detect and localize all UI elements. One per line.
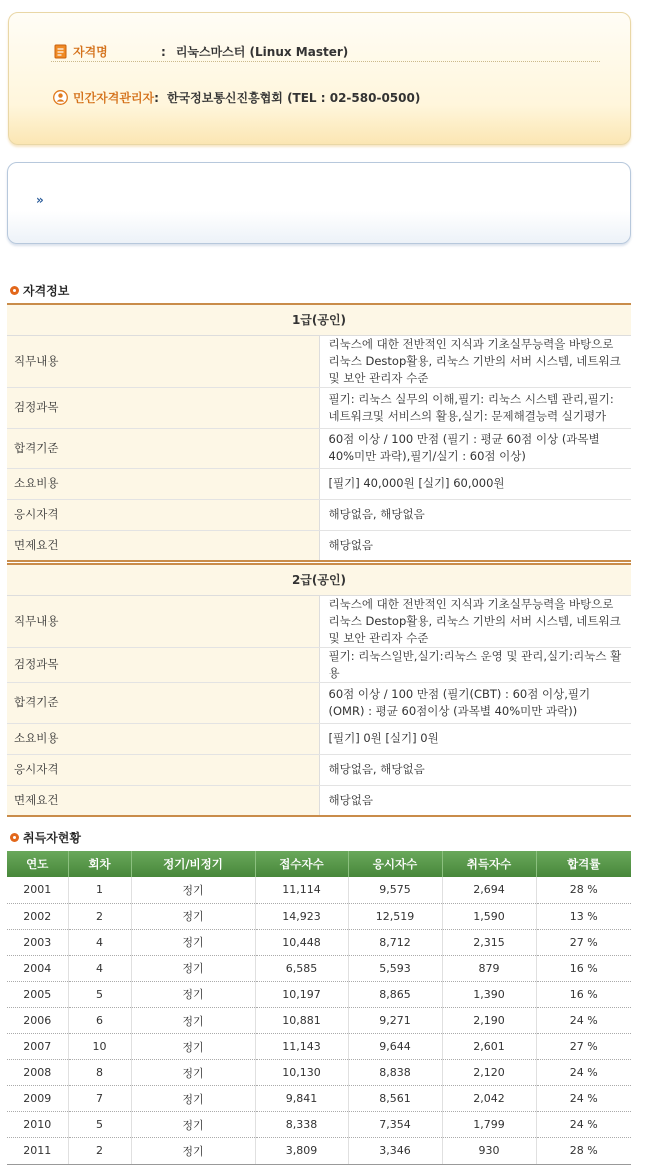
stats-cell-examinees: 8,838 — [348, 1060, 442, 1086]
stats-cell-examinees: 9,644 — [348, 1034, 442, 1060]
stats-cell-year: 2009 — [7, 1086, 68, 1112]
table-row — [7, 723, 631, 754]
grade-2-key-criteria: 합격기준 — [7, 682, 319, 723]
table-row — [7, 499, 631, 530]
stats-cell-passers: 879 — [442, 955, 536, 981]
stats-cell-pass-rate: 24 % — [536, 1060, 631, 1086]
grade-2-value-subjects: 필기: 리눅스일반,실기:리눅스 운영 및 관리,실기:리눅스 활용 — [319, 647, 631, 682]
qualification-name-row — [53, 43, 348, 60]
stats-cell-pass-rate: 13 % — [536, 903, 631, 929]
table-row — [7, 1060, 631, 1086]
stats-cell-pass-rate: 28 % — [536, 1138, 631, 1164]
stats-header-round: 회차 — [68, 851, 131, 877]
stats-cell-year: 2003 — [7, 929, 68, 955]
stats-cell-pass-rate: 28 % — [536, 877, 631, 903]
grade-2-value-job: 리눅스에 대한 전반적인 지식과 기초실무능력을 바탕으로 리눅스 Destop활용, 리눅스 기반의 서버 시스템, 네트워크 및 보안 관리자 수준 — [319, 595, 631, 647]
grade-1-key-job: 직무내용 — [7, 335, 319, 387]
stats-header-pass-rate: 합격률 — [536, 851, 631, 877]
grade-1-value-subjects: 필기: 리눅스 실무의 이해,필기: 리눅스 시스템 관리,필기: 네트워크및 서비스의 활용,실기: 문제해결능력 실기평가 — [319, 387, 631, 428]
stats-cell-examinees: 5,593 — [348, 955, 442, 981]
stats-cell-type: 정기 — [131, 1138, 255, 1164]
table-row — [7, 647, 631, 682]
stats-cell-type: 정기 — [131, 1060, 255, 1086]
stats-cell-round: 7 — [68, 1086, 131, 1112]
person-icon — [53, 90, 68, 105]
grade-2-value-cost: [필기] 0원 [실기] 0원 — [319, 723, 631, 754]
stats-cell-examinees: 3,346 — [348, 1138, 442, 1164]
grade-2-value-exemption: 해당없음 — [319, 785, 631, 816]
grade-2-key-subjects: 검정과목 — [7, 647, 319, 682]
stats-cell-passers: 2,694 — [442, 877, 536, 903]
stats-cell-examinees: 8,712 — [348, 929, 442, 955]
grade-1-key-exemption: 면제요건 — [7, 530, 319, 561]
table-row — [7, 387, 631, 428]
grade-1-key-cost: 소요비용 — [7, 468, 319, 499]
stats-header-passers: 취득자수 — [442, 851, 536, 877]
stats-cell-passers: 2,120 — [442, 1060, 536, 1086]
stats-cell-pass-rate: 16 % — [536, 981, 631, 1007]
document-icon — [53, 44, 68, 59]
stats-cell-examinees: 8,865 — [348, 981, 442, 1007]
stats-cell-passers: 1,799 — [442, 1112, 536, 1138]
stats-cell-year: 2005 — [7, 981, 68, 1007]
grade-2-value-eligibility: 해당없음, 해당없음 — [319, 754, 631, 785]
table-row — [7, 903, 631, 929]
stats-cell-pass-rate: 24 % — [536, 1007, 631, 1033]
table-row — [7, 595, 631, 647]
table-row — [7, 754, 631, 785]
table-row — [7, 955, 631, 981]
grade-1-value-job: 리눅스에 대한 전반적인 지식과 기초실무능력을 바탕으로 리눅스 Destop활용, 리눅스 기반의 서버 시스템, 네트워크 및 보안 관리자 수준 — [319, 335, 631, 387]
table-row — [7, 530, 631, 561]
grade-1-value-exemption: 해당없음 — [319, 530, 631, 561]
grade-2-value-criteria: 60점 이상 / 100 만점 (필기(CBT) : 60점 이상,필기(OMR) : 평균 60점이상 (과목별 40%미만 과락)) — [319, 682, 631, 723]
table-row — [7, 1034, 631, 1060]
qualification-admin-value: 한국정보통신진흥협회 (TEL : 02-580-0500) — [166, 91, 421, 105]
grade-2-key-cost: 소요비용 — [7, 723, 319, 754]
stats-cell-year: 2007 — [7, 1034, 68, 1060]
stats-cell-applicants: 10,130 — [255, 1060, 348, 1086]
stats-cell-round: 5 — [68, 981, 131, 1007]
stats-cell-passers: 1,590 — [442, 903, 536, 929]
stats-cell-round: 8 — [68, 1060, 131, 1086]
acquisition-stats-table — [7, 851, 631, 1165]
stats-cell-year: 2008 — [7, 1060, 68, 1086]
stats-cell-passers: 2,601 — [442, 1034, 536, 1060]
stats-cell-pass-rate: 27 % — [536, 929, 631, 955]
table-row — [7, 1086, 631, 1112]
stats-cell-round: 2 — [68, 903, 131, 929]
stats-cell-type: 정기 — [131, 981, 255, 1007]
stats-cell-type: 정기 — [131, 903, 255, 929]
stats-cell-year: 2006 — [7, 1007, 68, 1033]
stats-cell-pass-rate: 24 % — [536, 1112, 631, 1138]
stats-cell-applicants: 3,809 — [255, 1138, 348, 1164]
stats-cell-type: 정기 — [131, 1112, 255, 1138]
stats-cell-pass-rate: 27 % — [536, 1034, 631, 1060]
stats-cell-examinees: 9,271 — [348, 1007, 442, 1033]
grade-1-value-criteria: 60점 이상 / 100 만점 (필기 : 평균 60점 이상 (과목별 40%미만 과락),필기/실기 : 60점 이상) — [319, 428, 631, 468]
stats-cell-applicants: 8,338 — [255, 1112, 348, 1138]
stats-cell-passers: 2,042 — [442, 1086, 536, 1112]
qualification-name-colon: : — [161, 44, 166, 59]
section-title-info — [10, 282, 69, 299]
stats-cell-round: 2 — [68, 1138, 131, 1164]
grade-1-key-criteria: 합격기준 — [7, 428, 319, 468]
table-row — [7, 981, 631, 1007]
stats-cell-round: 4 — [68, 929, 131, 955]
qualification-admin-label: 민간자격관리자 — [73, 91, 155, 105]
stats-cell-year: 2002 — [7, 903, 68, 929]
stats-cell-applicants: 10,881 — [255, 1007, 348, 1033]
stats-cell-applicants: 10,197 — [255, 981, 348, 1007]
table-row — [7, 682, 631, 723]
grade-2-key-exemption: 면제요건 — [7, 785, 319, 816]
grade-2-table — [7, 563, 631, 817]
stats-cell-year: 2001 — [7, 877, 68, 903]
section-title-info-text: 자격정보 — [23, 284, 70, 298]
table-row — [7, 428, 631, 468]
stats-cell-passers: 1,390 — [442, 981, 536, 1007]
stats-cell-year: 2011 — [7, 1138, 68, 1164]
stats-cell-type: 정기 — [131, 1034, 255, 1060]
grade-2-key-eligibility: 응시자격 — [7, 754, 319, 785]
stats-header-type: 정기/비정기 — [131, 851, 255, 877]
table-row — [7, 1112, 631, 1138]
table-row — [7, 877, 631, 903]
qualification-name-label: 자격명 — [73, 45, 108, 59]
stats-cell-passers: 930 — [442, 1138, 536, 1164]
stats-cell-type: 정기 — [131, 955, 255, 981]
stats-header-row — [7, 851, 631, 877]
stats-cell-type: 정기 — [131, 1007, 255, 1033]
stats-cell-passers: 2,190 — [442, 1007, 536, 1033]
stats-cell-round: 4 — [68, 955, 131, 981]
info-divider — [51, 61, 600, 62]
bullet-icon — [10, 286, 19, 295]
table-row — [7, 1007, 631, 1033]
stats-cell-passers: 2,315 — [442, 929, 536, 955]
stats-cell-round: 6 — [68, 1007, 131, 1033]
stats-header-examinees: 응시자수 — [348, 851, 442, 877]
table-row — [7, 335, 631, 387]
stats-cell-examinees: 7,354 — [348, 1112, 442, 1138]
notice-box — [7, 162, 631, 244]
stats-header-year: 연도 — [7, 851, 68, 877]
grade-1-key-eligibility: 응시자격 — [7, 499, 319, 530]
bullet-icon — [10, 833, 19, 842]
stats-cell-pass-rate: 24 % — [536, 1086, 631, 1112]
stats-cell-applicants: 9,841 — [255, 1086, 348, 1112]
stats-cell-applicants: 14,923 — [255, 903, 348, 929]
stats-header-applicants: 접수자수 — [255, 851, 348, 877]
stats-cell-type: 정기 — [131, 929, 255, 955]
qualification-name-value: 리눅스마스터 (Linux Master) — [175, 45, 349, 59]
stats-cell-applicants: 11,143 — [255, 1034, 348, 1060]
stats-cell-round: 10 — [68, 1034, 131, 1060]
qualification-admin-colon: : — [154, 90, 159, 105]
notice-marker: » — [36, 193, 44, 207]
table-row — [7, 785, 631, 816]
grade-2-key-job: 직무내용 — [7, 595, 319, 647]
stats-cell-examinees: 12,519 — [348, 903, 442, 929]
section-title-stats-text: 취득자현황 — [23, 831, 81, 845]
grade-1-table — [7, 303, 631, 562]
grade-1-key-subjects: 검정과목 — [7, 387, 319, 428]
stats-cell-type: 정기 — [131, 877, 255, 903]
stats-cell-round: 5 — [68, 1112, 131, 1138]
table-row — [7, 929, 631, 955]
qualification-admin-row — [53, 89, 420, 106]
section-title-stats — [10, 829, 81, 846]
grade-1-value-eligibility: 해당없음, 해당없음 — [319, 499, 631, 530]
qualification-info-box — [8, 12, 631, 145]
stats-cell-type: 정기 — [131, 1086, 255, 1112]
table-row — [7, 468, 631, 499]
stats-cell-applicants: 11,114 — [255, 877, 348, 903]
stats-cell-pass-rate: 16 % — [536, 955, 631, 981]
stats-cell-round: 1 — [68, 877, 131, 903]
stats-cell-examinees: 9,575 — [348, 877, 442, 903]
grade-2-title: 2급(공인) — [7, 564, 631, 595]
grade-1-title: 1급(공인) — [7, 304, 631, 335]
table-row — [7, 1138, 631, 1164]
stats-cell-year: 2010 — [7, 1112, 68, 1138]
stats-cell-examinees: 8,561 — [348, 1086, 442, 1112]
grade-1-value-cost: [필기] 40,000원 [실기] 60,000원 — [319, 468, 631, 499]
stats-cell-year: 2004 — [7, 955, 68, 981]
stats-cell-applicants: 10,448 — [255, 929, 348, 955]
stats-cell-applicants: 6,585 — [255, 955, 348, 981]
